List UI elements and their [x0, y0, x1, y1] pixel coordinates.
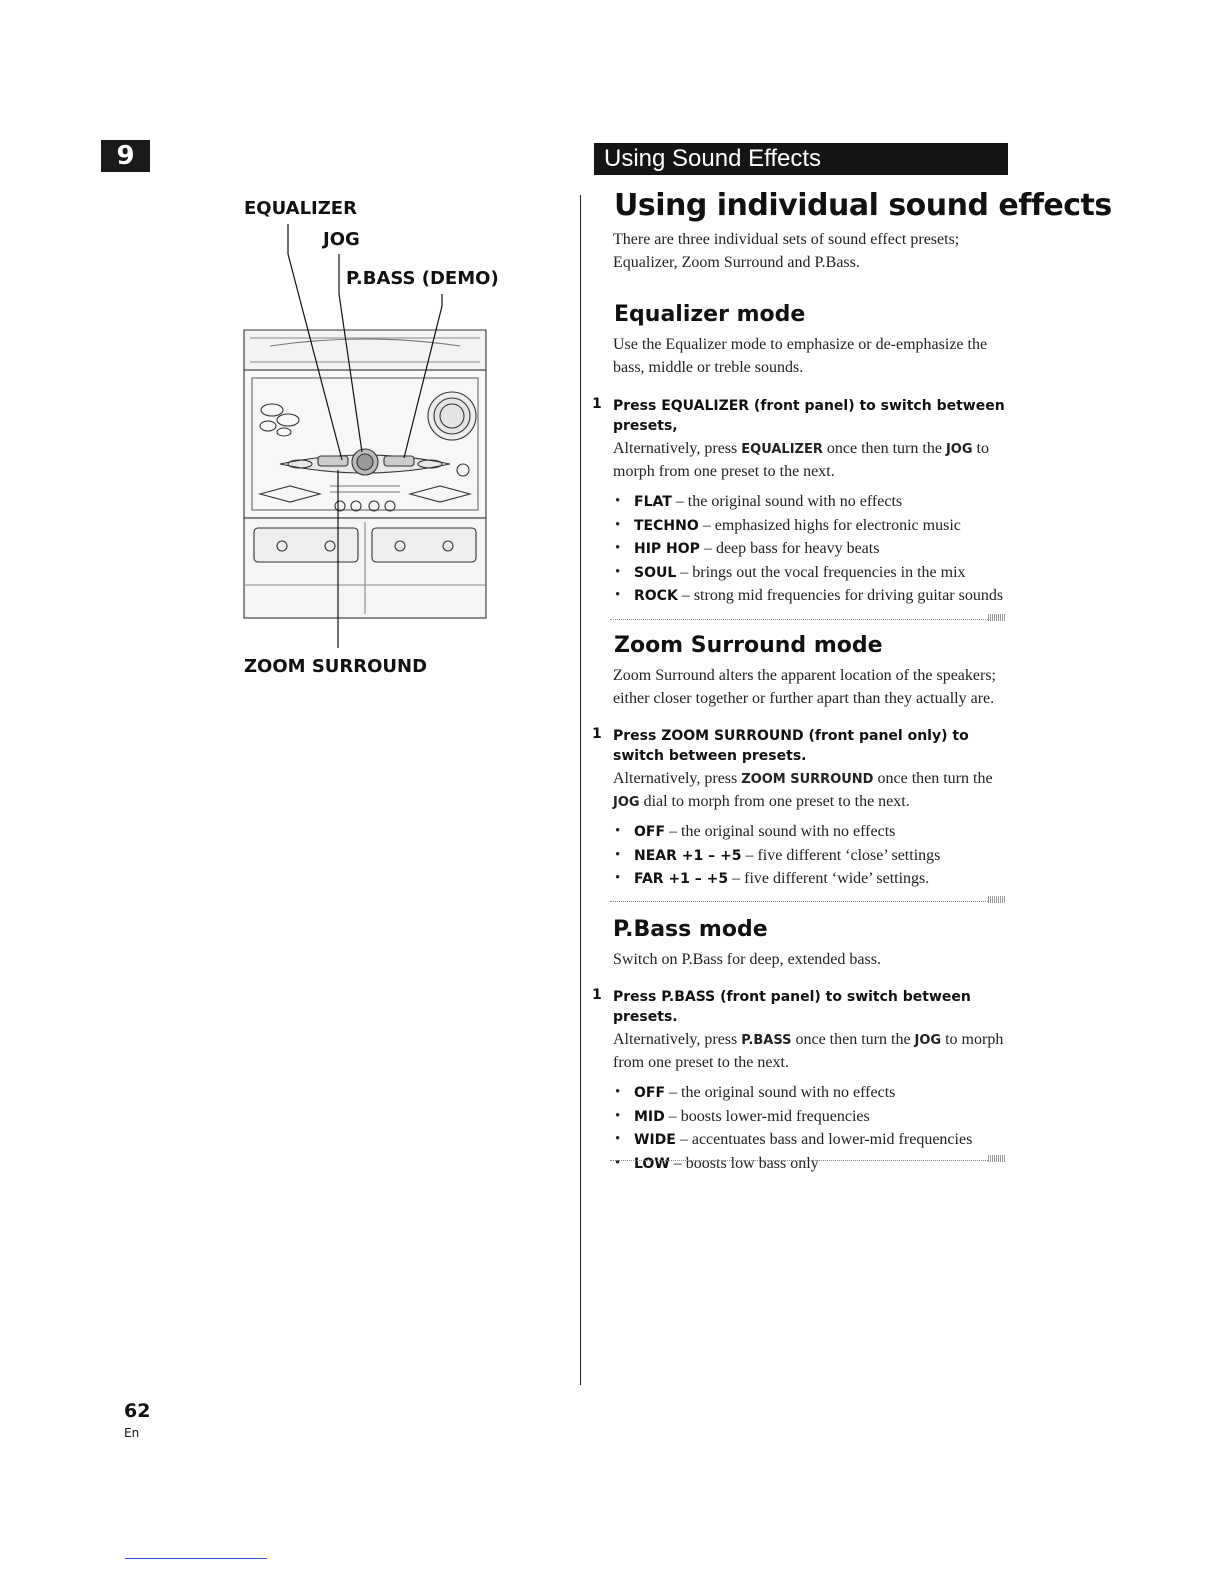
- step-pbass: [592, 987, 1013, 1175]
- list-item: • LOW – boosts low bass only: [613, 1152, 1013, 1176]
- section-description-zoom-surround: Zoom Surround alters the apparent location of the speakers; either closer together or further apart than they actually are.: [613, 667, 996, 707]
- section-heading-pbass: P.Bass mode: [613, 917, 768, 942]
- section-divider: [610, 901, 988, 902]
- list-item: • SOUL – brings out the vocal frequencies in the mix: [613, 561, 1013, 585]
- preset-list: [613, 820, 1013, 891]
- section-description-equalizer: Use the Equalizer mode to emphasize or de-emphasize the bass, middle or treble sounds.: [613, 336, 988, 376]
- step-number: 1: [592, 396, 602, 412]
- list-item: • WIDE – accentuates bass and lower-mid frequencies: [613, 1128, 1013, 1152]
- section-divider: [610, 1160, 988, 1161]
- stereo-system-illustration: [230, 220, 520, 660]
- list-item: • NEAR +1 – +5 – five different ‘close’ settings: [613, 844, 1013, 868]
- list-item: • FAR +1 – +5 – five different ‘wide’ settings.: [613, 867, 1013, 891]
- step-number: 1: [592, 726, 602, 742]
- step-zoom-surround: [592, 726, 1013, 891]
- step-title: Press EQUALIZER (front panel) to switch between presets,: [613, 398, 1005, 434]
- step-title: Press ZOOM SURROUND (front panel only) to switch between presets.: [613, 728, 969, 764]
- step-alternative: Alternatively, press P.BASS once then turn the JOG to morph from one preset to the next.: [613, 1031, 1004, 1071]
- section-description-pbass: Switch on P.Bass for deep, extended bass.: [613, 951, 881, 968]
- equalizer-label: EQUALIZER: [244, 198, 357, 219]
- section-divider: [610, 619, 988, 620]
- step-title: Press P.BASS (front panel) to switch between presets.: [613, 989, 971, 1025]
- section-end-mark: [988, 614, 1006, 621]
- pbass-label: P.BASS (DEMO): [346, 268, 499, 289]
- list-item: • MID – boosts lower-mid frequencies: [613, 1105, 1013, 1129]
- page-title: Using individual sound effects: [614, 188, 1112, 223]
- column-divider: [580, 195, 581, 1385]
- list-item: • HIP HOP – deep bass for heavy beats: [613, 537, 1013, 561]
- section-heading-zoom-surround: Zoom Surround mode: [614, 633, 883, 658]
- step-alternative: Alternatively, press EQUALIZER once then turn the JOG to morph from one preset to the next.: [613, 440, 989, 480]
- list-item: • FLAT – the original sound with no effects: [613, 490, 1013, 514]
- page-number: 62: [124, 1400, 151, 1422]
- step-alternative: Alternatively, press ZOOM SURROUND once then turn the JOG dial to morph from one preset to the next.: [613, 770, 993, 810]
- language-code: En: [124, 1426, 140, 1440]
- section-banner: Using Sound Effects: [594, 143, 1008, 175]
- section-end-mark: [988, 1155, 1006, 1162]
- chapter-number: 9: [101, 140, 150, 172]
- list-item: • TECHNO – emphasized highs for electronic music: [613, 514, 1013, 538]
- preset-list: [613, 490, 1013, 608]
- jog-label: JOG: [323, 229, 360, 250]
- step-number: 1: [592, 987, 602, 1003]
- section-end-mark: [988, 896, 1006, 903]
- bottom-rule: [125, 1558, 267, 1559]
- list-item: • OFF – the original sound with no effects: [613, 820, 1013, 844]
- zoom-surround-label: ZOOM SURROUND: [244, 656, 428, 677]
- list-item: • OFF – the original sound with no effects: [613, 1081, 1013, 1105]
- intro-text: There are three individual sets of sound effect presets; Equalizer, Zoom Surround and P.Bass.: [613, 231, 960, 271]
- list-item: • ROCK – strong mid frequencies for driving guitar sounds: [613, 584, 1013, 608]
- step-equalizer: [592, 396, 1013, 608]
- section-heading-equalizer: Equalizer mode: [614, 302, 806, 327]
